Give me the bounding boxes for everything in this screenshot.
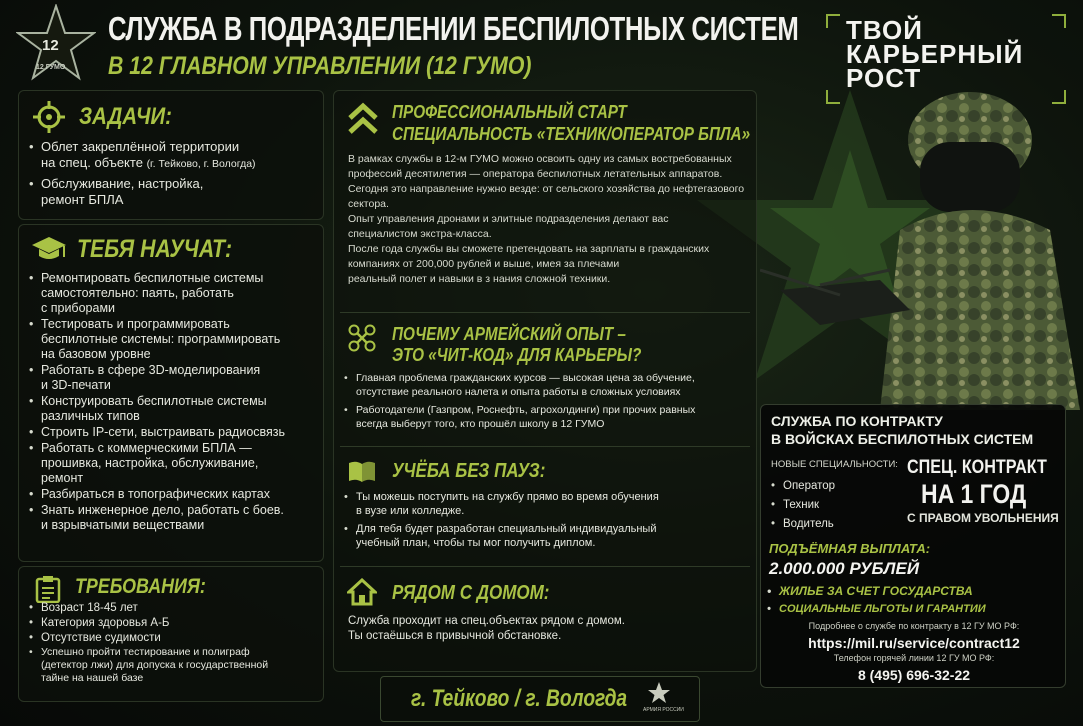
start-text: В рамках службы в 12-м ГУМО можно освоить одну из самых востребованных профессий десятилетия — оператора беспилотных летательных аппаратов. Сегодня это направление нужно везде: от сельского хозяйства до нефтегазового сектора. Опыт управления дронами и элитные подразделения делают вас специалистом экстра-класса. После года службы вы сможете претендовать на зарплаты в гражданских компаниях от 200,000 рублей и выше, имея за плечами реальный полет и навыки в з нания сложной техники. bbox=[348, 153, 745, 285]
teach-list bbox=[29, 271, 285, 534]
open-book-icon bbox=[347, 460, 377, 484]
contract-link[interactable]: https://mil.ru/service/contract12 bbox=[808, 635, 1020, 651]
start-title-1: ПРОФЕССИОНАЛЬНЫЙ СТАРТ bbox=[392, 102, 627, 122]
list-item: • Главная проблема гражданских курсов — высокая цена за обучение, отсутствие реального налета и опыта работы в сложных условиях bbox=[344, 371, 695, 399]
drone-icon bbox=[348, 324, 376, 352]
requirements-list bbox=[29, 601, 268, 686]
hotline-label: Телефон горячей линии 12 ГУ МО РФ: bbox=[833, 653, 995, 663]
list-item: • Разбираться в топографических картах bbox=[29, 487, 285, 502]
soldier-image bbox=[760, 80, 1080, 410]
army-title-2: ЭТО «ЧИТ-КОД» ДЛЯ КАРЬЕРЫ? bbox=[392, 345, 642, 365]
cities-bar bbox=[380, 676, 700, 722]
page-title: СЛУЖБА В ПОДРАЗДЕЛЕНИИ БЕСПИЛОТНЫХ СИСТЕМ bbox=[108, 10, 799, 47]
list-item: • Работать в сфере 3D-моделирования и 3D-печати bbox=[29, 363, 285, 393]
teach-title: ТЕБЯ НАУЧАТ: bbox=[77, 235, 233, 263]
contract-panel bbox=[760, 404, 1066, 688]
tasks-panel bbox=[18, 90, 324, 220]
list-item: • Ты можешь поступить на службу прямо во время обучения в вузе или колледже. bbox=[344, 490, 659, 518]
perks-list bbox=[767, 583, 986, 619]
army-title-1: ПОЧЕМУ АРМЕЙСКИЙ ОПЫТ – bbox=[392, 324, 626, 344]
list-item: • Облет закреплённой территории на спец. объекте (г. Тейково, г. Вологда) bbox=[29, 139, 256, 172]
divider bbox=[340, 566, 750, 567]
tasks-title: ЗАДАЧИ: bbox=[79, 103, 172, 130]
requirements-title: ТРЕБОВАНИЯ: bbox=[75, 575, 206, 598]
specs-list bbox=[771, 477, 835, 534]
list-item: • Техник bbox=[771, 496, 835, 514]
divider bbox=[340, 446, 750, 447]
list-item: • Ремонтировать беспилотные системы самостоятельно: паять, работать с приборами bbox=[29, 271, 285, 316]
more-info-label: Подробнее о службе по контракту в 12 ГУ МО РФ: bbox=[808, 621, 1020, 631]
career-line: РОСТ bbox=[846, 63, 922, 93]
list-item: • Водитель bbox=[771, 515, 835, 533]
list-item: • Обслуживание, настройка, ремонт БПЛА bbox=[29, 176, 256, 208]
bonus-value: 2.000.000 РУБЛЕЙ bbox=[769, 559, 920, 578]
career-line: КАРЬЕРНЫЙ bbox=[846, 39, 1024, 69]
list-item: • Категория здоровья А-Б bbox=[29, 616, 268, 630]
logo-caption: 12 ГУМО bbox=[36, 64, 66, 71]
specs-label: НОВЫЕ СПЕЦИАЛЬНОСТИ: bbox=[771, 459, 898, 470]
list-item: • Знать инженерное дело, работать с боев. и взрывчатыми веществами bbox=[29, 503, 285, 533]
divider bbox=[340, 312, 750, 313]
house-icon bbox=[347, 578, 377, 606]
requirements-panel bbox=[18, 566, 324, 702]
list-item: • Возраст 18-45 лет bbox=[29, 601, 268, 615]
list-item: • Строить IP-сети, выстраивать радиосвязь bbox=[29, 425, 285, 440]
hotline-phone[interactable]: 8 (495) 696-32-22 bbox=[857, 667, 971, 683]
teach-panel bbox=[18, 224, 324, 562]
spec-contract-label: СПЕЦ. КОНТРАКТ bbox=[907, 457, 1047, 478]
army-list bbox=[344, 371, 695, 432]
home-title: РЯДОМ С ДОМОМ: bbox=[392, 582, 550, 604]
clipboard-icon bbox=[35, 575, 61, 603]
bonus-label: ПОДЪЁМНАЯ ВЫПЛАТА: bbox=[769, 541, 931, 556]
start-title-2: СПЕЦИАЛЬНОСТЬ «ТЕХНИК/ОПЕРАТОР БПЛА» bbox=[392, 124, 751, 144]
career-badge bbox=[826, 14, 1066, 104]
contract-title-2: В ВОЙСКАХ БЕСПИЛОТНЫХ СИСТЕМ bbox=[771, 431, 1034, 447]
career-line: ТВОЙ bbox=[846, 15, 923, 45]
logo-number: 12 bbox=[42, 37, 59, 54]
list-item: • Работать с коммерческими БПЛА — прошивка, настройка, обслуживание, ремонт bbox=[29, 441, 285, 486]
page-subtitle: В 12 ГЛАВНОМ УПРАВЛЕНИИ (12 ГУМО) bbox=[108, 52, 532, 80]
list-item: • Отсутствие судимости bbox=[29, 631, 268, 645]
list-item: • Успешно пройти тестирование и полиграф (детектор лжи) для допуска к государственной тайне на нашей базе bbox=[29, 646, 268, 685]
list-item: • Тестировать и программировать беспилотные системы: программировать на базовом уровне bbox=[29, 317, 285, 362]
tasks-list bbox=[29, 139, 256, 209]
list-item: • Работодатели (Газпром, Роснефть, агрохолдинги) при прочих равных всегда выберут того, кто прошёл школу в 12 ГУМО bbox=[344, 403, 695, 431]
one-year-label: НА 1 ГОД bbox=[921, 479, 1027, 509]
study-list bbox=[344, 490, 659, 551]
list-item: • Для тебя будет разработан специальный индивидуальный учебный план, чтобы ты мог получить диплом. bbox=[344, 522, 659, 550]
home-text: Служба проходит на спец.объектах рядом с домом. Ты остаёшься в привычной обстановке. bbox=[348, 615, 625, 642]
graduation-cap-icon bbox=[31, 235, 67, 263]
list-item: • Конструировать беспилотные системы различных типов bbox=[29, 394, 285, 424]
study-title: УЧЁБА БЕЗ ПАУЗ: bbox=[392, 460, 546, 482]
crosshair-icon bbox=[33, 101, 65, 133]
contract-title-1: СЛУЖБА ПО КОНТРАКТУ bbox=[771, 413, 943, 429]
army-star-icon bbox=[647, 681, 671, 705]
cities-label: г. Тейково / г. Вологда bbox=[411, 685, 628, 712]
emblem-caption: АРМИЯ РОССИИ bbox=[643, 707, 684, 713]
right-quit-label: С ПРАВОМ УВОЛЬНЕНИЯ bbox=[907, 511, 1059, 525]
list-item: • Оператор bbox=[771, 477, 835, 495]
list-item: • ЖИЛЬЕ ЗА СЧЕТ ГОСУДАРСТВА bbox=[767, 583, 986, 600]
list-item: • СОЦИАЛЬНЫЕ ЛЬГОТЫ И ГАРАНТИИ bbox=[767, 601, 986, 618]
chevron-up-icon bbox=[348, 102, 378, 136]
